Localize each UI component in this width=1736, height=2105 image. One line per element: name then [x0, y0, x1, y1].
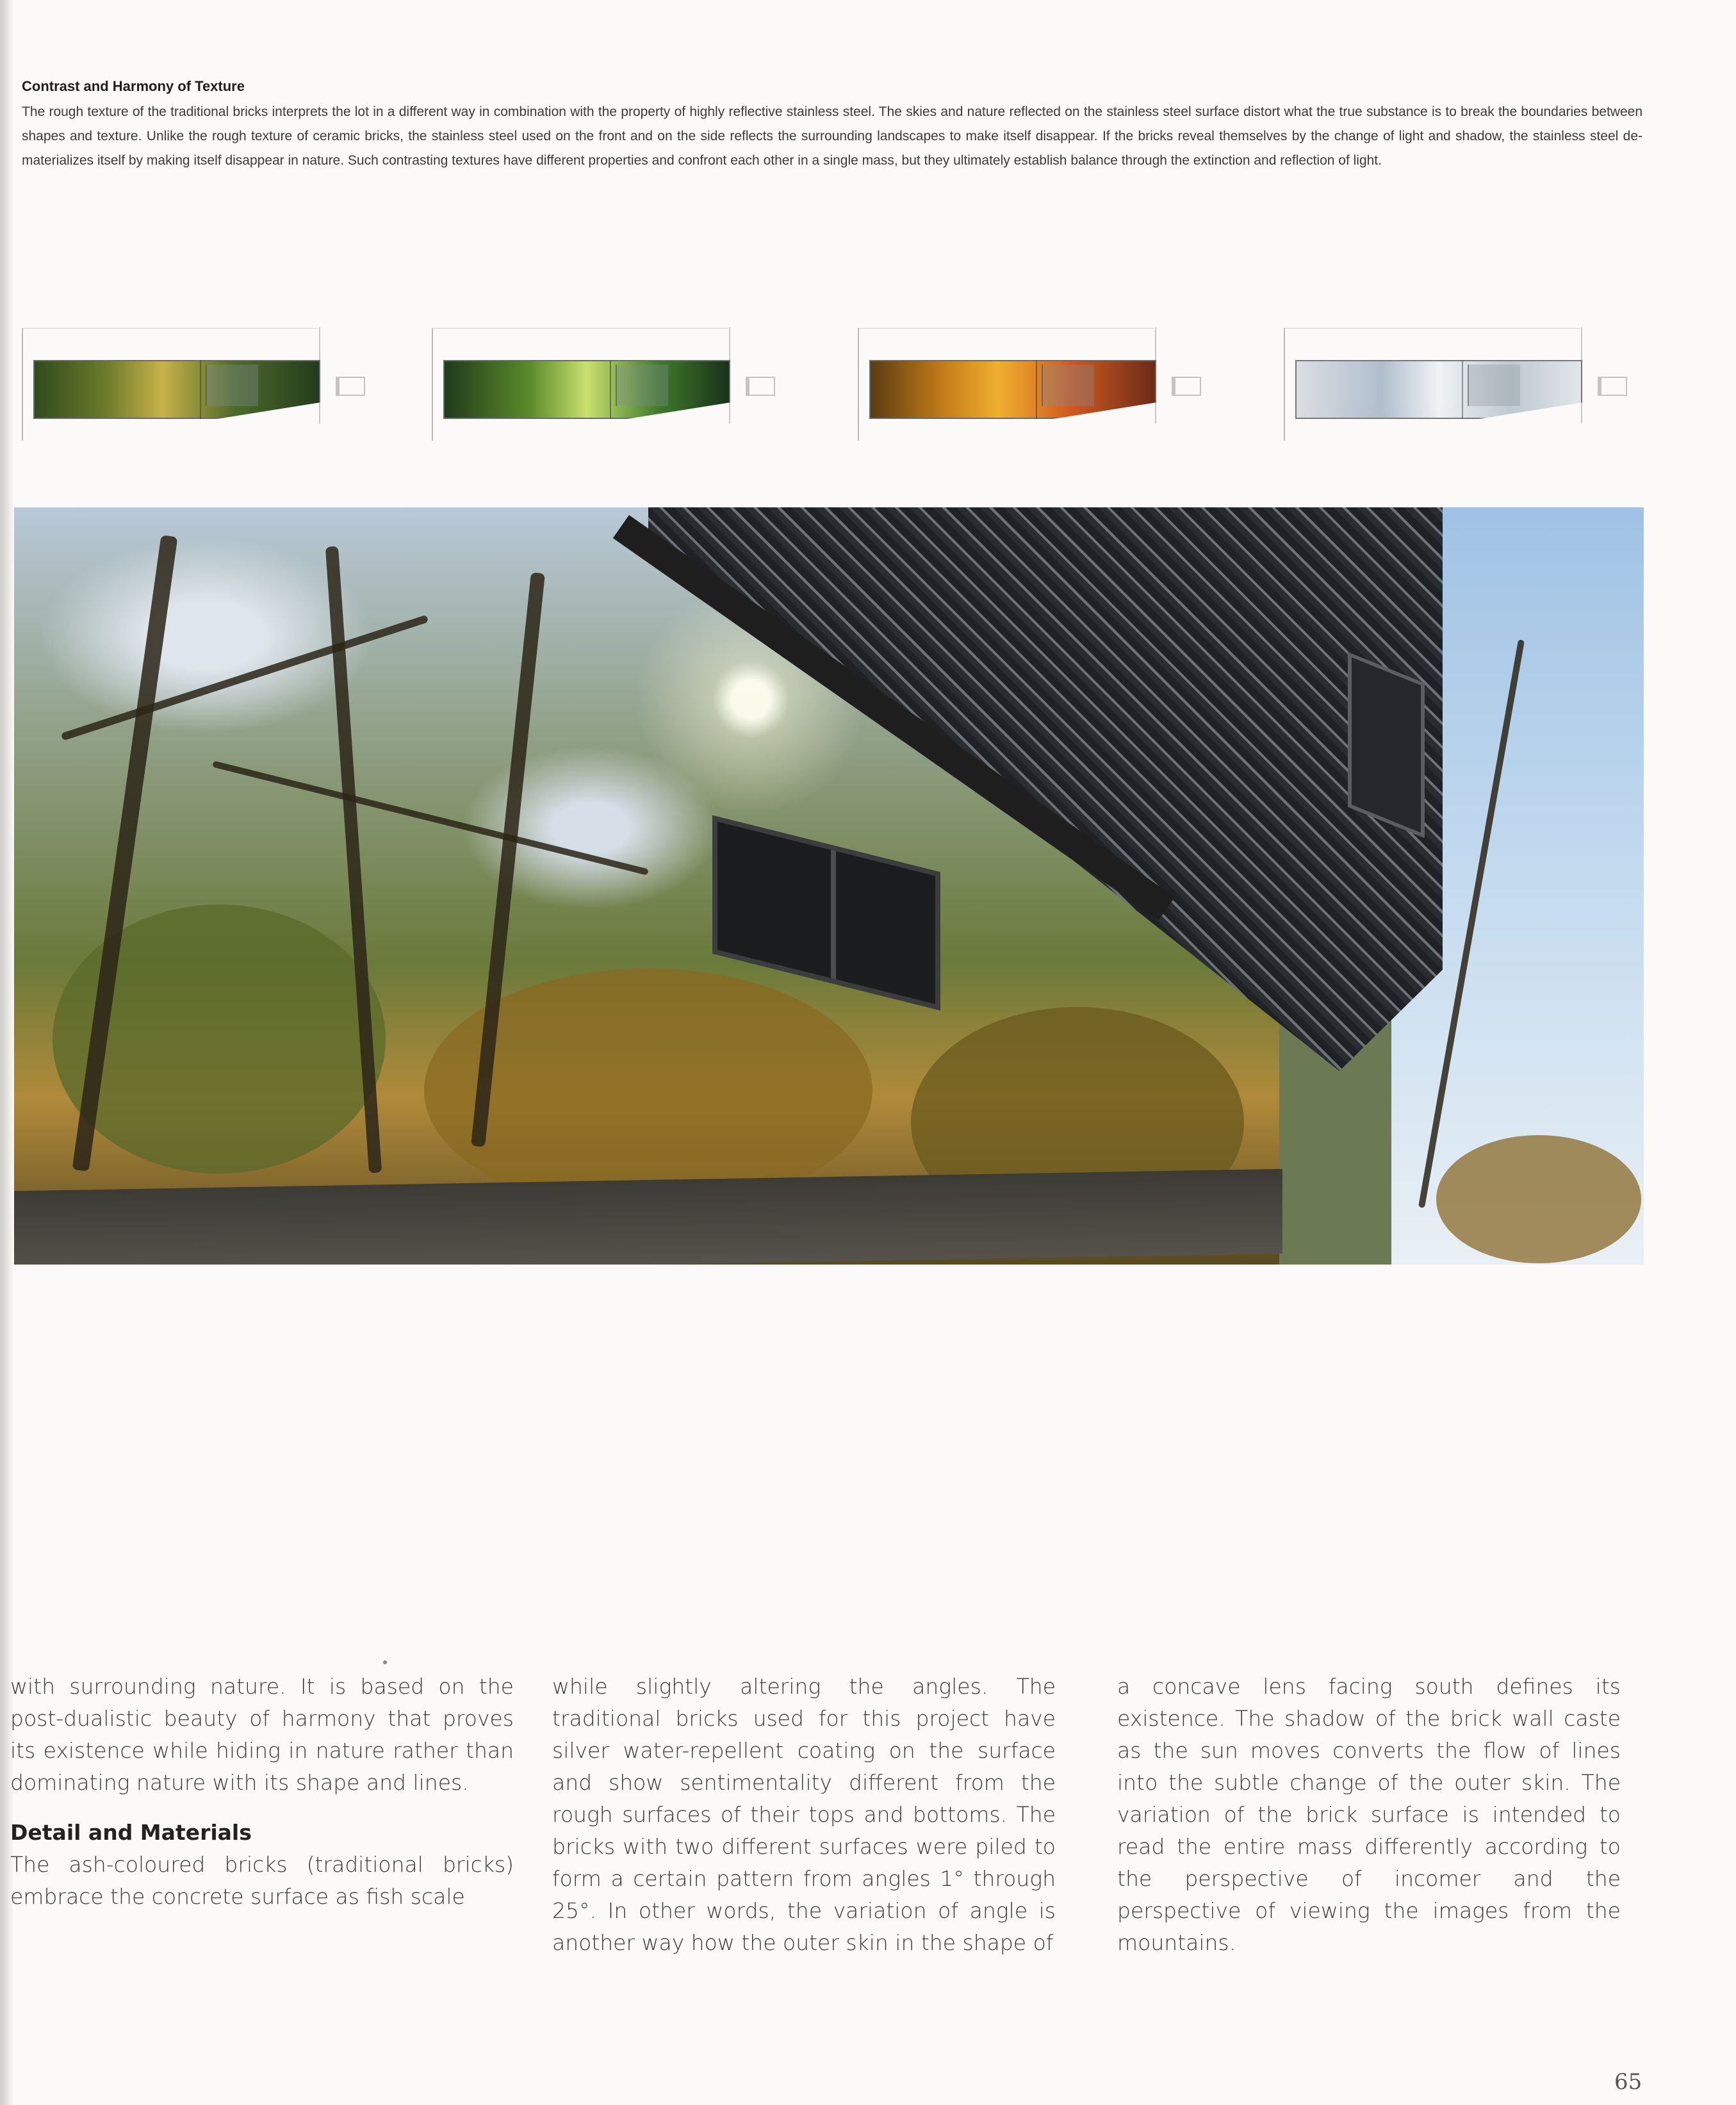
season-diagram-spring [432, 328, 790, 450]
page-number: 65 [1614, 2069, 1642, 2095]
body-column-1 [10, 1671, 514, 1913]
column-1-paragraph-2: The ash-coloured bricks (traditional bricks) embrace the concrete surface as fish scale [10, 1852, 514, 1909]
building-facade-photo [14, 507, 1644, 1265]
column-2-paragraph: while slightly altering the angles. The traditional bricks used for this project have silver water-repellent coating on the surface and show sentimentality different from the rough surfaces of their tops and bottoms. The bricks with two different surfaces were piled to form a certain pattern from angles 1° through 25°. In other words, the variation of angle is another way how the outer skin in the shape of [552, 1674, 1056, 1955]
body-column-2 [552, 1671, 1056, 1959]
season-diagram-summer [22, 328, 381, 450]
caption-heading: Contrast and Harmony of Texture [22, 78, 245, 94]
column-1-paragraph: with surrounding nature. It is based on the post-dualistic beauty of harmony that proves its existence while hiding in nature rather than dominating nature with its shape and lines. [10, 1674, 514, 1795]
texture-caption [22, 78, 1642, 173]
caption-body: The rough texture of the traditional bricks interprets the lot in a different way in combination with the property of highly reflective stainless steel. The skies and nature reflected on the stainless steel surface distort what the true substance is to break the boundaries between shapes and texture. Unlike the rough texture of ceramic bricks, the stainless steel used on the front and on the side reflects the surrounding landscapes to make itself disappear. If the bricks reveal themselves by the change of light and shadow, the stainless steel de-materializes itself by making itself disappear in nature. Such contrasting textures have different properties and confront each other in a single mass, but they ultimately establish balance through the extinction and reflection of light. [22, 104, 1642, 168]
section-heading-detail-materials: Detail and Materials [10, 1820, 252, 1845]
diagram-side-stub [1598, 377, 1627, 396]
diagram-side-stub [1172, 377, 1201, 396]
print-speck [383, 1660, 387, 1664]
body-column-3 [1117, 1671, 1621, 1959]
column-3-paragraph: a concave lens facing south defines its existence. The shadow of the brick wall caste as the sun moves converts the flow of lines into the subtle change of the outer skin. The variation of the brick surface is intended to read the entire mass differently according to the perspective of incomer and the perspective of viewing the images from the mountains. [1117, 1674, 1621, 1955]
seasonal-reflection-diagrams [22, 328, 1649, 450]
season-diagram-autumn [858, 328, 1216, 450]
foliage-patch [1436, 1135, 1641, 1263]
diagram-side-stub [746, 377, 775, 396]
diagram-side-stub [336, 377, 365, 396]
brick-wall-window [1348, 652, 1425, 838]
season-diagram-winter [1284, 328, 1642, 450]
